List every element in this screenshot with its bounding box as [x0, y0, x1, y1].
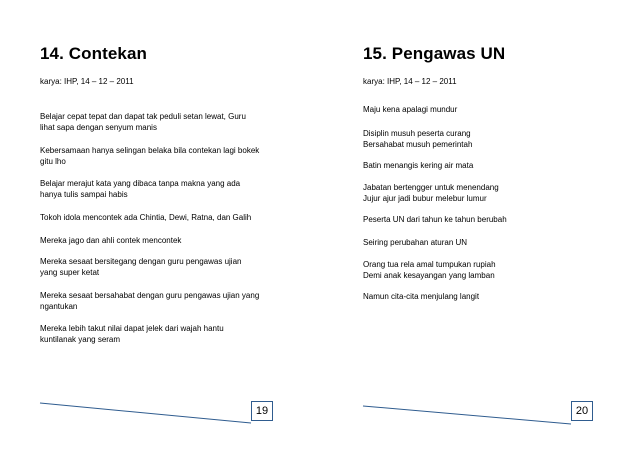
poem-line: Kebersamaan hanya selingan belaka bila contekan lagi bokek: [40, 146, 260, 155]
poem-line: yang super ketat: [40, 268, 100, 277]
poem-line: Orang tua rela amal tumpukan rupiah: [363, 260, 496, 269]
poem-line: Batin menangis kering air mata: [363, 161, 474, 170]
footer-rule-right: [363, 406, 571, 424]
poem-line: lihat sapa dengan senyum manis: [40, 123, 157, 132]
poem-title: 14. Contekan: [40, 44, 148, 63]
poem-line: Bersahabat musuh pemerintah: [363, 140, 473, 149]
poem-line: ngantukan: [40, 302, 78, 311]
poem-line: Belajar cepat tepat dan dapat tak peduli setan lewat, Guru: [40, 112, 246, 121]
poem-line: Jabatan bertengger untuk menendang: [363, 183, 499, 192]
page-number: 20: [571, 401, 593, 421]
poem-line: Tokoh idola mencontek ada Chintia, Dewi, Ratna, dan Galih: [40, 213, 252, 222]
poem-line: Demi anak kesayangan yang lamban: [363, 271, 495, 280]
poem-line: Mereka sesaat bersahabat dengan guru pengawas ujian yang: [40, 291, 260, 300]
page-number: 19: [251, 401, 273, 421]
poem-line: Peserta UN dari tahun ke tahun berubah: [363, 215, 507, 224]
poem-line: Seiring perubahan aturan UN: [363, 238, 468, 247]
poem-line: gitu lho: [40, 157, 66, 166]
poem-line: Mereka jago dan ahli contek mencontek: [40, 236, 182, 245]
poem-line: kuntilanak yang seram: [40, 335, 121, 344]
poem-line: hanya tulis sampai habis: [40, 190, 128, 199]
poem-line: Belajar merajut kata yang dibaca tanpa makna yang ada: [40, 179, 241, 188]
poem-line: Disiplin musuh peserta curang: [363, 129, 471, 138]
poem-line: Maju kena apalagi mundur: [363, 105, 458, 114]
poem-line: Mereka sesaat bersitegang dengan guru pengawas ujian: [40, 257, 242, 266]
poem-line: Jujur ajur jadi bubur melebur lumur: [363, 194, 487, 203]
poem-line: Mereka lebih takut nilai dapat jelek dari wajah hantu: [40, 324, 224, 333]
poem-author: karya: IHP, 14 – 12 – 2011: [363, 77, 457, 86]
poem-author: karya: IHP, 14 – 12 – 2011: [40, 77, 134, 86]
poem-line: Namun cita-cita menjulang langit: [363, 292, 480, 301]
footer-rule-left: [40, 403, 251, 423]
poem-title: 15. Pengawas UN: [363, 44, 506, 63]
